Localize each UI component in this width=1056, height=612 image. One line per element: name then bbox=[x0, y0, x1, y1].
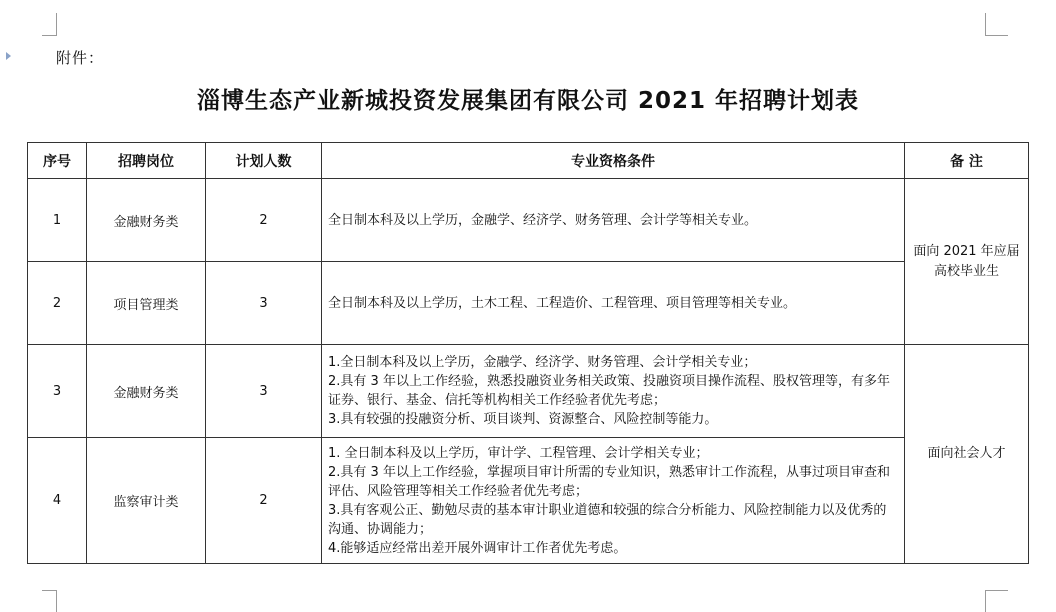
row-index: 3 bbox=[28, 345, 87, 438]
requirement-line: 1. 全日制本科及以上学历，审计学、工程管理、会计学相关专业； bbox=[328, 445, 709, 461]
recruitment-plan-table bbox=[27, 142, 1029, 564]
header-notes: 备 注 bbox=[905, 143, 1029, 179]
notes-cell-social bbox=[905, 345, 1029, 564]
table-row bbox=[28, 262, 1029, 345]
row-index: 1 bbox=[28, 179, 87, 262]
row-requirements bbox=[322, 345, 905, 438]
margin-arrow-icon bbox=[6, 52, 11, 60]
header-position: 招聘岗位 bbox=[87, 143, 206, 179]
row-requirements bbox=[322, 179, 905, 262]
row-count: 2 bbox=[206, 438, 322, 564]
note-graduates: 面向 2021 年应届高校毕业生 bbox=[913, 243, 1020, 279]
requirement-line: 全日制本科及以上学历，土木工程、工程造价、工程管理、项目管理等相关专业。 bbox=[328, 295, 797, 311]
row-index: 4 bbox=[28, 438, 87, 564]
row-count: 3 bbox=[206, 345, 322, 438]
requirement-line: 3.具有客观公正、勤勉尽责的基本审计职业道德和较强的综合分析能力、风险控制能力以及优秀的沟通、协调能力； bbox=[328, 502, 887, 537]
page-title: 淄博生态产业新城投资发展集团有限公司 2021 年招聘计划表 bbox=[196, 88, 860, 114]
header-index: 序号 bbox=[28, 143, 87, 179]
table-row bbox=[28, 179, 1029, 262]
requirement-line: 2.具有 3 年以上工作经验，掌握项目审计所需的专业知识，熟悉审计工作流程，从事过项目审查和评估、风险管理等相关工作经验者优先考虑； bbox=[328, 464, 890, 499]
requirement-line: 2.具有 3 年以上工作经验，熟悉投融资业务相关政策、投融资项目操作流程、股权管理等，有多年证券、银行、基金、信托等机构相关工作经验者优先考虑； bbox=[328, 374, 890, 408]
row-count: 2 bbox=[206, 179, 322, 262]
page-corner-mark-top-right bbox=[985, 13, 1008, 36]
notes-cell-graduates bbox=[905, 179, 1029, 345]
page-corner-mark-top-left bbox=[42, 13, 57, 36]
row-position: 监察审计类 bbox=[87, 438, 206, 564]
requirement-line: 1.全日制本科及以上学历，金融学、经济学、财务管理、会计学相关专业； bbox=[328, 355, 757, 370]
row-requirements bbox=[322, 438, 905, 564]
attachment-label: 附件： bbox=[56, 49, 105, 67]
table-row bbox=[28, 438, 1029, 564]
requirement-line: 全日制本科及以上学历，金融学、经济学、财务管理、会计学等相关专业。 bbox=[328, 212, 758, 228]
row-position: 金融财务类 bbox=[87, 179, 206, 262]
row-count: 3 bbox=[206, 262, 322, 345]
requirement-line: 3.具有较强的投融资分析、项目谈判、资源整合、风险控制等能力。 bbox=[328, 412, 718, 427]
table-row bbox=[28, 345, 1029, 438]
row-position: 金融财务类 bbox=[87, 345, 206, 438]
row-index: 2 bbox=[28, 262, 87, 345]
note-social: 面向社会人才 bbox=[927, 446, 1006, 461]
header-count: 计划人数 bbox=[206, 143, 322, 179]
page-corner-mark-bottom-right bbox=[985, 590, 1008, 612]
row-position: 项目管理类 bbox=[87, 262, 206, 345]
header-requirements: 专业资格条件 bbox=[322, 143, 905, 179]
requirement-line: 4.能够适应经常出差开展外调审计工作者优先考虑。 bbox=[328, 540, 627, 556]
table-header-row bbox=[28, 143, 1029, 179]
page-corner-mark-bottom-left bbox=[42, 590, 57, 612]
row-requirements bbox=[322, 262, 905, 345]
